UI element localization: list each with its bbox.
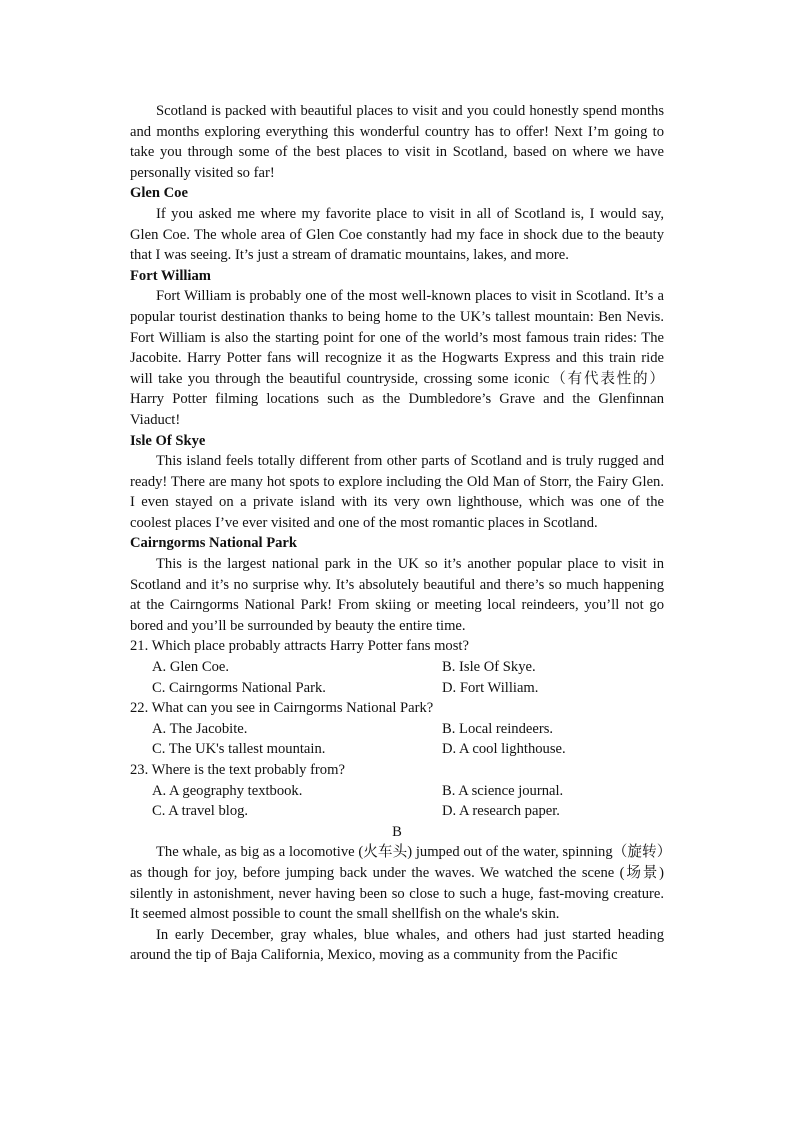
paragraph-cairngorms: This is the largest national park in the UK so it’s another popular place to visit in Scotland and it’s no surprise why. It’s absolutely beautiful and there’s so much happening at the Cairngorms National Park! From skiing or meeting local reindeers, you’ll not go bored and you’ll be surrounded by beauty the entire time. [130,556,664,634]
option-23-c: C. A travel blog. [152,803,249,820]
question-23-options [130,781,664,822]
heading-isle-of-skye: Isle Of Skye [130,432,206,449]
option-22-b: B. Local reindeers. [442,720,554,737]
paragraph-fort-william: Fort William is probably one of the most well-known places to visit in Scotland. It’s a popular tourist destination thanks to being home to the UK’s tallest mountain: Ben Nevis. Fort William is also the starting point for one of the world’s most famous train rides: The Jacobite. Harry Potter fans will recognize it as the Hogwarts Express and this train ride will take you through the beautiful countryside, crossing some iconic（有代表性的） Harry Potter filming locations such as the Dumbledore’s Grave and the Glenfinnan Viaduct! [130,288,664,428]
heading-cairngorms: Cairngorms National Park [130,535,298,552]
option-21-b: B. Isle Of Skye. [442,659,536,676]
heading-fort-william: Fort William [130,267,211,284]
paragraph-december: In early December, gray whales, blue whales, and others had just started heading around the tip of Baja California, Mexico, moving as a community from the Pacific [130,926,664,964]
heading-glen-coe: Glen Coe [130,185,188,202]
option-22-d: D. A cool lighthouse. [442,741,566,758]
option-22-a: A. The Jacobite. [152,720,248,737]
option-22-c: C. The UK's tallest mountain. [152,741,326,758]
option-21-c: C. Cairngorms National Park. [152,679,326,696]
option-23-a: A. A geography textbook. [152,782,303,799]
question-23-stem: 23. Where is the text probably from? [130,762,345,778]
question-22-stem: 22. What can you see in Cairngorms National Park? [130,700,434,717]
option-21-a: A. Glen Coe. [152,659,230,676]
paragraph-isle-of-skye: This island feels totally different from other parts of Scotland and is truly rugged and ready! There are many hot spots to explore including the Old Man of Storr, the Fairy Glen. I even stayed on a private island with its very own lighthouse, which was one of the coolest places I’ve ever visited and one of the most romantic places in Scotland. [130,453,664,531]
option-21-d: D. Fort William. [442,679,539,696]
option-23-b: B. A science journal. [442,782,564,799]
intro-paragraph: Scotland is packed with beautiful places to visit and you could honestly spend months and months exploring everything this wonderful country has to offer! Next I’m going to take you through some of the best places to visit in Scotland, based on where we have personally visited so far! [130,103,664,181]
section-b-label: B [392,823,402,840]
question-21-stem: 21. Which place probably attracts Harry Potter fans most? [130,638,469,655]
paragraph-glen-coe: If you asked me where my favorite place to visit in all of Scotland is, I would say, Glen Coe. The whole area of Glen Coe constantly had my face in shock due to the beauty that I was seeing. It’s just a stream of dramatic mountains, lakes, and more. [130,205,664,264]
option-23-d: D. A research paper. [442,803,560,820]
question-22-options [130,719,664,760]
document-page [130,101,664,966]
question-21-options [130,657,664,698]
paragraph-whale: The whale, as big as a locomotive (火车头) jumped out of the water, spinning（旋转）as though for joy, before jumping back under the waves. We watched the scene (场景) silently in astonishment, never having been so close to such a huge, fast-moving creature. It seemed almost possible to count the small shellfish on the whale's skin. [130,844,664,923]
